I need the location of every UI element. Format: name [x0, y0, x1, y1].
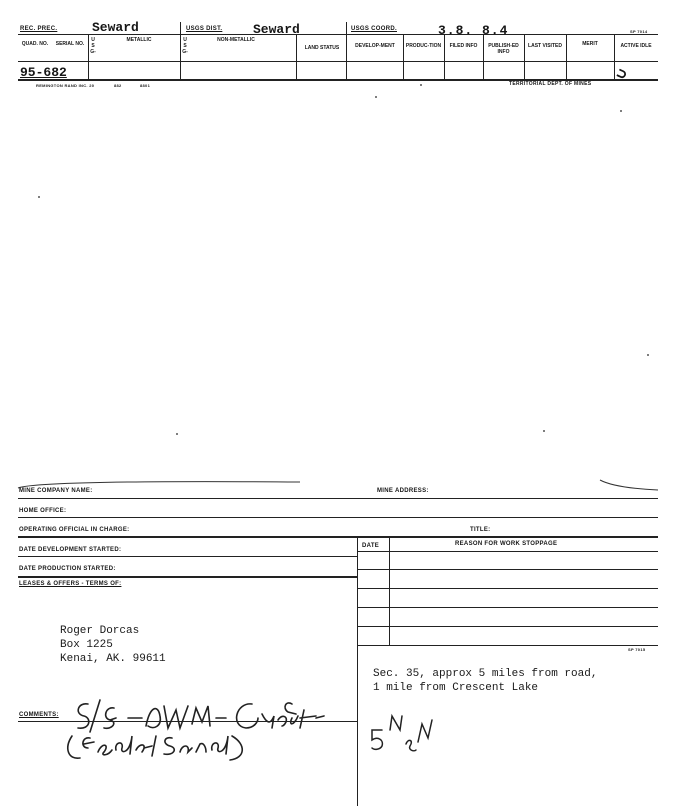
land-status-header: LAND STATUS	[304, 45, 340, 51]
production-header: PRODUC-TION	[405, 43, 442, 49]
date-col-divider	[389, 536, 390, 646]
stock-code-1: 882	[114, 83, 122, 88]
date-development-label: DATE DEVELOPMENT STARTED:	[19, 547, 122, 553]
scan-speck	[176, 433, 178, 435]
owner-city: Kenai, AK. 99611	[60, 653, 166, 665]
printer-credit: REMINGTON RAND INC. 20	[36, 83, 95, 88]
col-divider	[566, 34, 567, 79]
home-office-label: HOME OFFICE:	[19, 508, 67, 514]
row-rule	[18, 517, 658, 518]
table-rule	[357, 551, 658, 552]
usgs-coord-label: USGS COORD.	[351, 26, 397, 32]
col-divider	[614, 34, 615, 79]
col-divider	[180, 34, 181, 79]
table-rule	[357, 645, 658, 646]
owner-box: Box 1225	[60, 639, 113, 651]
scan-speck	[420, 84, 422, 86]
quad-number-value: 95-682	[20, 65, 67, 80]
col-divider	[346, 34, 347, 79]
row-rule	[18, 536, 658, 538]
metallic-header: METALLIC	[126, 37, 152, 43]
scan-speck	[38, 196, 40, 198]
header-rule-mid	[18, 61, 658, 62]
col-divider	[524, 34, 525, 79]
comments-label: COMMENTS:	[19, 712, 59, 718]
col-divider	[296, 34, 297, 79]
row-rule	[18, 498, 658, 499]
usgs-dist-label: USGS DIST.	[186, 26, 223, 32]
non-metallic-usg-markers: U S G-	[182, 37, 188, 55]
date-column-header: DATE	[362, 543, 380, 549]
table-rule	[357, 588, 658, 589]
stock-code-2: 8801	[140, 83, 151, 88]
location-line-1: Sec. 35, approx 5 miles from road,	[373, 668, 598, 680]
active-idle-header: ACTIVE IDLE	[620, 43, 652, 49]
filed-info-header: FILED INFO	[449, 43, 478, 49]
row-rule	[18, 556, 357, 557]
serial-no-header: SERIAL NO.	[55, 41, 85, 47]
operating-official-label: OPERATING OFFICIAL IN CHARGE:	[19, 527, 130, 533]
owner-name: Roger Dorcas	[60, 625, 140, 637]
form-number-top: SP 7014	[630, 29, 648, 34]
scan-speck	[647, 354, 649, 356]
rec-prec-label: REC. PREC.	[20, 26, 58, 32]
header-divider-2	[346, 22, 347, 34]
card-edge-curve	[0, 474, 678, 504]
col-divider	[88, 34, 89, 79]
published-info-header: PUBLISH-ED INFO	[488, 43, 519, 55]
scan-speck	[375, 96, 377, 98]
title-label: TITLE:	[470, 527, 491, 533]
table-rule	[357, 569, 658, 570]
handwritten-comment-scribble	[60, 696, 350, 766]
col-divider	[483, 34, 484, 79]
mine-company-label: MINE COMPANY NAME:	[19, 488, 93, 494]
location-line-2: 1 mile from Crescent Lake	[373, 682, 539, 694]
metallic-usg-markers: U S G-	[90, 37, 96, 55]
merit-header: MERIT	[582, 41, 598, 47]
non-metallic-header: NON-METALLIC	[217, 37, 255, 43]
col-divider	[403, 34, 404, 79]
dept-footer: TERRITORIAL DEPT. OF MINES	[509, 81, 592, 87]
handwritten-township-range	[368, 712, 448, 772]
active-check-mark: ⊃	[613, 64, 630, 86]
mine-address-label: MINE ADDRESS:	[377, 488, 429, 494]
development-header: DEVELOP-MENT	[355, 43, 395, 49]
quad-no-header: QUAD. NO.	[21, 41, 49, 47]
form-number-bottom: SP 7015	[628, 647, 646, 652]
reason-column-header: REASON FOR WORK STOPPAGE	[455, 541, 558, 547]
row-rule	[18, 576, 357, 578]
table-rule	[357, 626, 658, 627]
usgs-coord-value: 3.8. 8.4	[438, 23, 509, 38]
header-divider-1	[180, 22, 181, 34]
col-divider	[444, 34, 445, 79]
scan-speck	[620, 110, 622, 112]
last-visited-header: LAST VISITED	[528, 43, 562, 49]
usgs-dist-value: Seward	[253, 22, 300, 37]
table-rule	[357, 607, 658, 608]
vertical-divider	[357, 536, 358, 806]
date-production-label: DATE PRODUCTION STARTED:	[19, 566, 116, 572]
leases-offers-label: LEASES & OFFERS - TERMS OF:	[19, 581, 122, 587]
scan-speck	[543, 430, 545, 432]
rec-prec-value: Seward	[92, 20, 139, 35]
